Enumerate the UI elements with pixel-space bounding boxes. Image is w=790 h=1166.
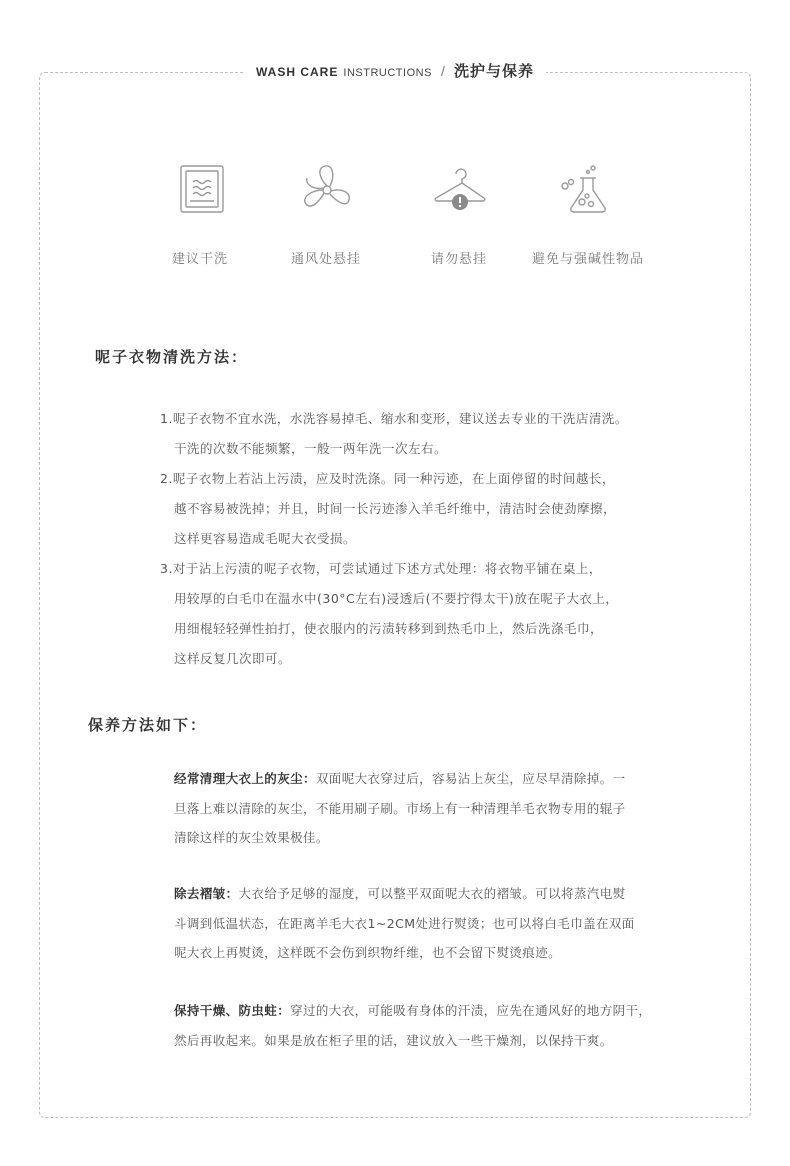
hanger-warning-icon	[430, 160, 490, 220]
wash-line: 这样更容易造成毛呢大衣受损。	[174, 531, 357, 546]
care-item-heading: 经常清理大衣上的灰尘：	[174, 771, 316, 786]
care-item-text: 旦落上难以清除的灰尘，不能用刷子刷。市场上有一种清理羊毛衣物专用的辊子	[174, 800, 626, 816]
care-item-heading: 除去褶皱：	[174, 886, 239, 901]
wash-method-list	[160, 404, 628, 674]
care-item-wrinkles	[174, 879, 635, 968]
wash-line: 用细棍轻轻弹性拍打，使衣服内的污渍转移到到热毛巾上，然后洗涤毛巾，	[174, 621, 604, 636]
care-section-title: 保养方法如下：	[88, 716, 208, 734]
wash-line: 这样反复几次即可。	[174, 651, 292, 666]
wash-line: 越不容易被洗掉；并且，时间一长污迹渗入羊毛纤维中，清洁时会使劲摩擦，	[174, 501, 617, 516]
icon-label-ventilate: 通风处悬挂	[290, 252, 361, 267]
icon-label-avoid-alkali: 避免与强碱性物品	[531, 252, 644, 267]
icon-label-dry-clean: 建议干洗	[171, 252, 228, 267]
header-title-cn: 洗护与保养	[454, 62, 535, 80]
care-item-text: 清除这样的灰尘效果极佳。	[174, 830, 329, 845]
care-item-text: 双面呢大衣穿过后，容易沾上灰尘，应尽早清除掉。一	[315, 771, 626, 786]
care-item-dry-moth	[174, 996, 651, 1055]
wash-line: 3.对于沾上污渍的呢子衣物，可尝试通过下述方式处理：将衣物平铺在桌上，	[160, 561, 602, 576]
wash-line: 干洗的次数不能频繁，一般一两年洗一次左右。	[174, 441, 448, 456]
care-item-dust	[174, 764, 626, 853]
section-header	[0, 58, 790, 86]
wash-line: 用较厚的白毛巾在温水中(30°C左右)浸透后(不要拧得太干)放在呢子大衣上，	[174, 591, 619, 606]
header-title-en: INSTRUCTIONS	[343, 67, 432, 79]
care-item-text: 然后再收起来。如果是放在柜子里的话，建议放入一些干燥剂，以保持干爽。	[174, 1032, 613, 1048]
header-title-en-bold: WASH CARE	[255, 65, 339, 79]
ventilate-fan-icon	[297, 160, 357, 220]
wash-section-title: 呢子衣物清洗方法：	[95, 348, 249, 366]
header-separator: /	[441, 63, 445, 79]
icon-label-no-hang: 请勿悬挂	[430, 252, 487, 267]
wash-line: 2.呢子衣物上若沾上污渍，应及时洗涤。同一种污迹，在上面停留的时间越长，	[160, 471, 615, 486]
care-item-text: 穿过的大衣，可能吸有身体的汗渍，应先在通风好的地方阴干，	[290, 1003, 652, 1018]
wash-line: 1.呢子衣物不宜水洗，水洗容易掉毛、缩水和变形，建议送去专业的干洗店清洗。	[160, 411, 628, 426]
dry-clean-icon	[172, 160, 232, 220]
care-item-text: 斗调到低温状态，在距离羊毛大衣1~2CM处进行熨烫；也可以将白毛巾盖在双面	[174, 915, 635, 931]
care-item-heading: 保持干燥、防虫蛀：	[174, 1003, 291, 1018]
care-item-text: 大衣给予足够的湿度，可以整平双面呢大衣的褶皱。可以将蒸汽电熨	[238, 886, 626, 901]
chemical-flask-icon	[557, 160, 617, 220]
care-item-text: 呢大衣上再熨烫，这样既不会伤到织物纤维，也不会留下熨烫痕迹。	[174, 945, 562, 960]
